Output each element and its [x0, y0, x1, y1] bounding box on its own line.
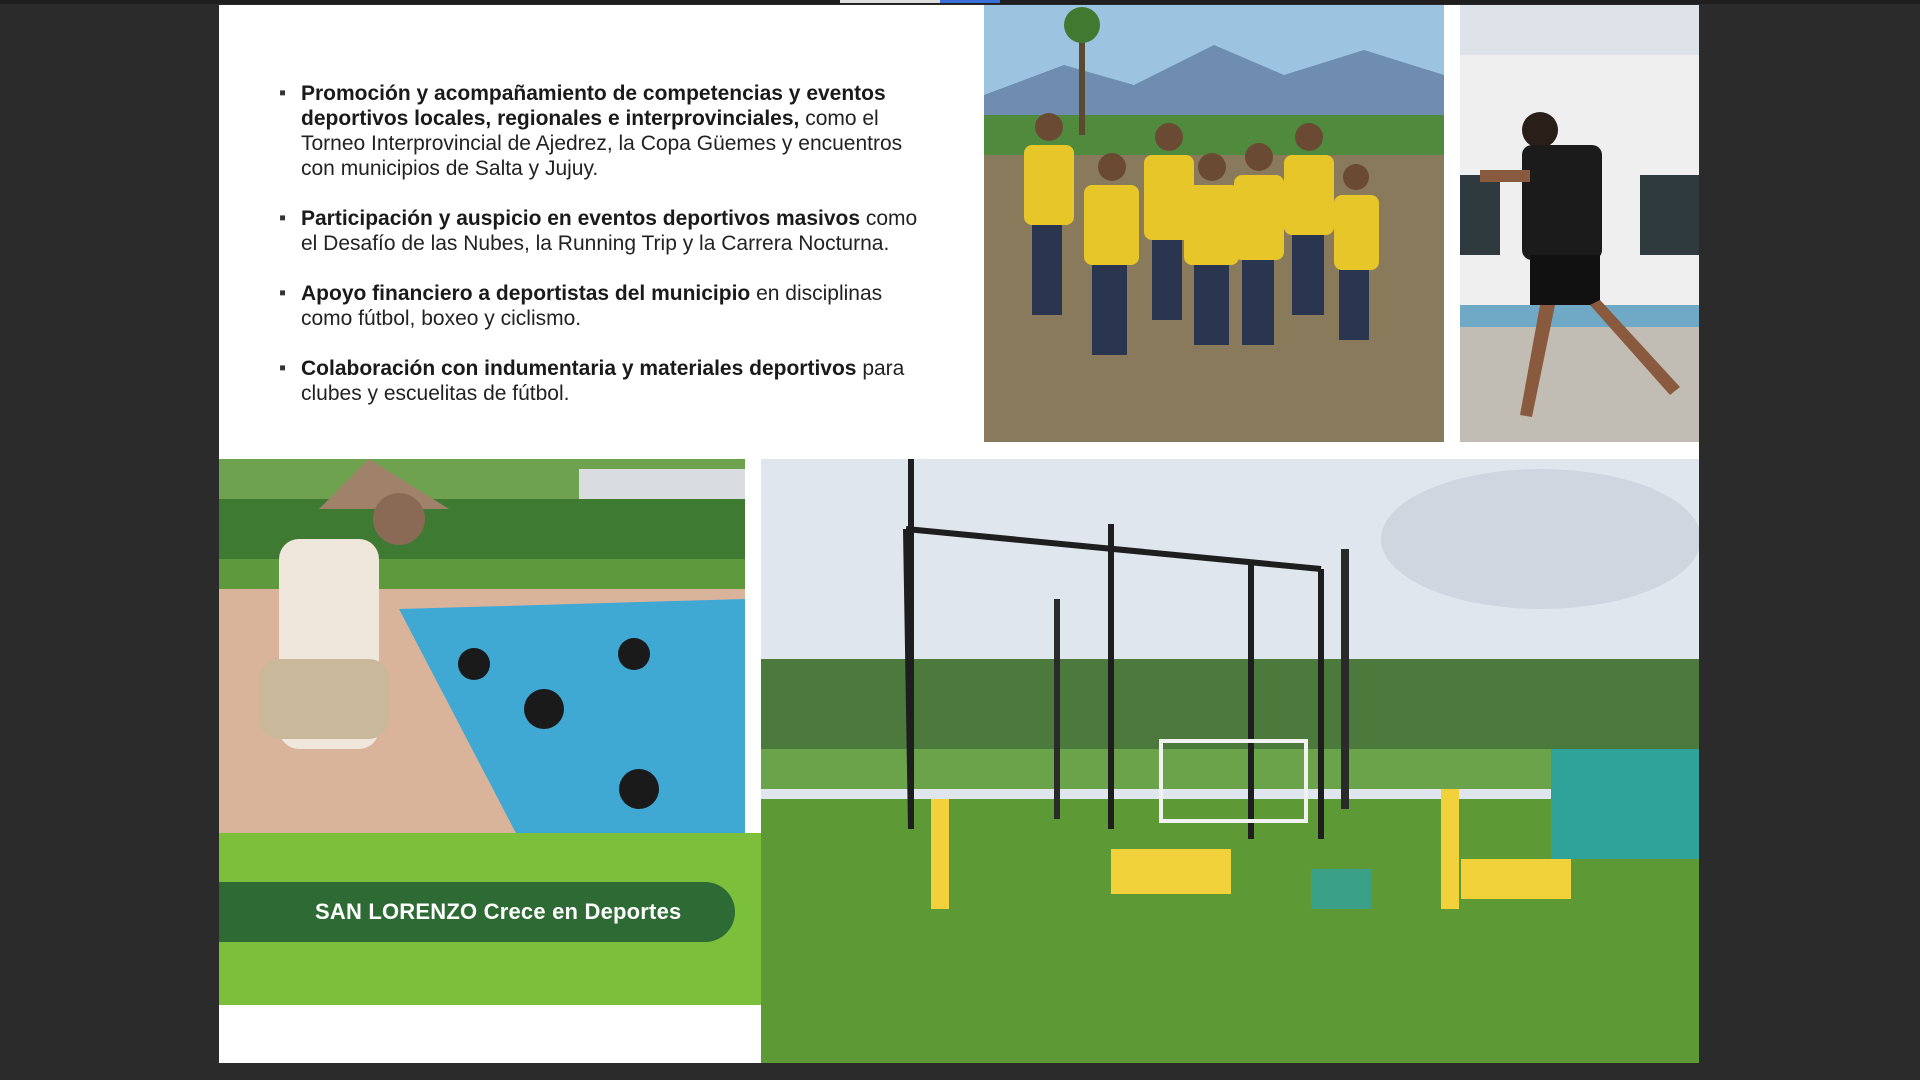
- bullet-bold-text: Participación y auspicio en eventos deportivos masivos: [301, 207, 861, 230]
- bullet-list: [279, 81, 929, 431]
- viewer-top-bar: [0, 0, 1920, 4]
- top-bar-mark: [840, 0, 940, 3]
- bullet-item: [279, 281, 929, 331]
- bullet-item: [279, 81, 929, 181]
- bullet-bold-text: Apoyo financiero a deportistas del municipio: [301, 282, 751, 305]
- bullet-marker: ▪: [279, 207, 287, 229]
- bullet-item: [279, 356, 929, 406]
- bullet-item: [279, 206, 929, 256]
- bullet-bold-text: Colaboración con indumentaria y materiales deportivos: [301, 357, 857, 380]
- slogan-banner: [219, 882, 735, 942]
- bullet-bold-text: Promoción y acompañamiento de competencias y eventos deportivos locales, regionales e interprovinciales,: [301, 82, 886, 130]
- document-page: [219, 5, 1699, 1063]
- park-photo: [761, 459, 1699, 1063]
- hockey-team-photo: [984, 5, 1444, 442]
- boxer-photo: [1460, 5, 1699, 442]
- bullet-text: como el Torneo Interprovincial de Ajedrez, la Copa Güemes y encuentros con municipios de Salta y Jujuy.: [301, 107, 903, 180]
- bullet-text: para clubes y escuelitas de fútbol.: [301, 357, 905, 405]
- bullet-marker: ▪: [279, 282, 287, 304]
- top-bar-mark: [940, 0, 1000, 3]
- pool-photo: [219, 459, 745, 839]
- bullet-text: en disciplinas como fútbol, boxeo y ciclismo.: [301, 282, 883, 330]
- slogan-text: SAN LORENZO Crece en Deportes: [315, 899, 682, 924]
- bullet-text: como el Desafío de las Nubes, la Running Trip y la Carrera Nocturna.: [301, 207, 918, 255]
- bullet-marker: ▪: [279, 357, 287, 379]
- bullet-marker: ▪: [279, 82, 287, 104]
